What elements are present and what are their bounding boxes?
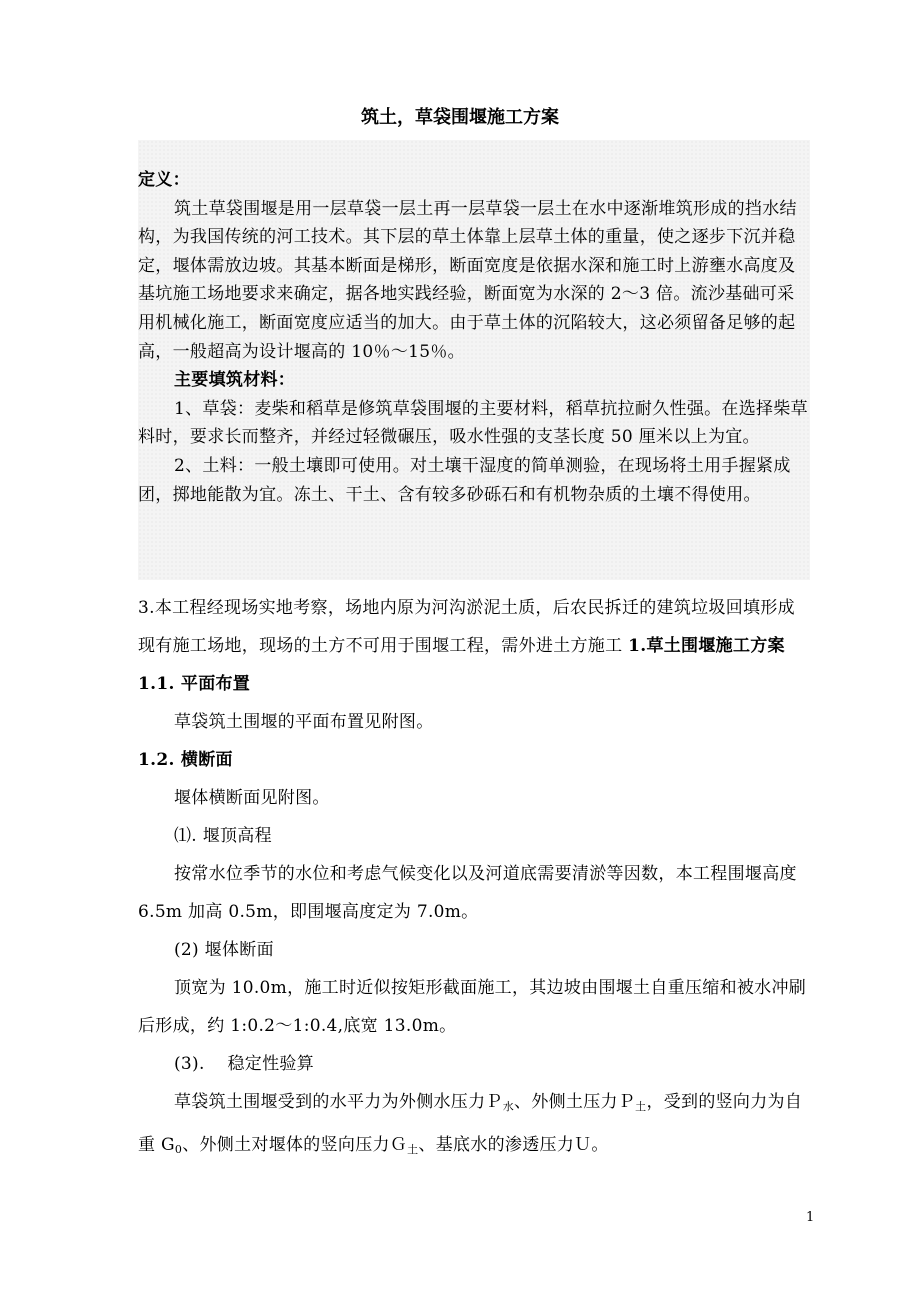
definition-heading: 定义：: [138, 170, 190, 190]
stability-text-part-c: ，受到的竖向力为自重 G: [138, 1092, 803, 1155]
subsection-crest-elevation-heading: ⑴. 堰顶高程: [174, 826, 272, 846]
subscript-water: 水: [502, 1100, 515, 1113]
section-1-1-text: 草袋筑土围堰的平面布置见附图。: [174, 712, 434, 732]
stability-text-part-b: 、外侧土压力Ｐ: [514, 1092, 636, 1112]
definition-section: [138, 166, 810, 509]
subscript-soil-2: 土: [407, 1143, 419, 1156]
subsection-stability-heading: (3). 稳定性验算: [174, 1054, 314, 1074]
subsection-stability-text: [138, 1083, 810, 1169]
materials-item-soil: 2、土料：一般土壤即可使用。对土壤干湿度的简单测验，在现场将土用手握紧成团，掷地能散为宜。冻土、干土、含有较多砂砾石和有机物杂质的土壤不得使用。: [138, 455, 791, 505]
subsection-cross-section-text: 顶宽为 10.0m，施工时近似按矩形截面施工，其边坡由围堰土自重压缩和被水冲刷后形成，约 1:0.2～1:0.4,底宽 13.0m。: [138, 978, 807, 1036]
subsection-crest-elevation-text: 按常水位季节的水位和考虑气候变化以及河道底需要清淤等因数，本工程围堰高度 6.5m 加高 0.5m，即围堰高度定为 7.0m。: [138, 864, 797, 922]
document-title: 筑土，草袋围堰施工方案: [361, 107, 559, 128]
item-3-text: 3.本工程经现场实地考察，场地内原为河沟淤泥土质，后农民拆迁的建筑垃圾回填形成现有施工场地，现场的土方不可用于围堰工程，需外进土方施工: [138, 598, 795, 656]
page-number: 1: [806, 1210, 815, 1225]
stability-text-part-d: 、外侧土对堰体的竖向压力Ｇ: [182, 1135, 408, 1155]
definition-paragraph: 筑土草袋围堰是用一层草袋一层土再一层草袋一层土在水中逐渐堆筑形成的挡水结构，为我国传统的河工技术。其下层的草土体靠上层草土体的重量，使之逐步下沉并稳定，堰体需放边坡。其基本断面是梯形，断面宽度是依据水深和施工时上游壅水高度及基坑施工场地要求来确定，据各地实践经验，断面宽为水深的 2～3 倍。流沙基础可采用机械化施工，断面宽度应适当的加大。由于草土体的沉陷较大，这必须留备足够的起高，一般超高为设计堰高的 10％～15％。: [138, 198, 797, 362]
section-1-2-heading: 1.2. 横断面: [138, 750, 233, 770]
section-1-2-text: 堰体横断面见附图。: [174, 788, 330, 808]
subscript-soil: 土: [635, 1100, 647, 1113]
item-3-paragraph: [138, 589, 810, 665]
section-1-1-heading: 1.1. 平面布置: [138, 674, 251, 694]
stability-text-part-a: 草袋筑土围堰受到的水平力为外侧水压力Ｐ: [174, 1092, 503, 1112]
subscript-zero: 0: [174, 1143, 183, 1156]
item-3-bold-heading: 1.草土围堰施工方案: [628, 636, 785, 656]
stability-text-part-e: 、基底水的渗透压力Ｕ。: [418, 1135, 609, 1155]
subsection-cross-section-heading: (2) 堰体断面: [174, 940, 274, 960]
construction-section: [138, 589, 810, 1169]
materials-heading: 主要填筑材料：: [174, 370, 296, 391]
materials-item-grass-bag: 1、草袋：麦柴和稻草是修筑草袋围堰的主要材料，稻草抗拉耐久性强。在选择柴草料时，要求长而整齐，并经过轻微碾压，吸水性强的支茎长度 50 厘米以上为宜。: [138, 398, 808, 448]
